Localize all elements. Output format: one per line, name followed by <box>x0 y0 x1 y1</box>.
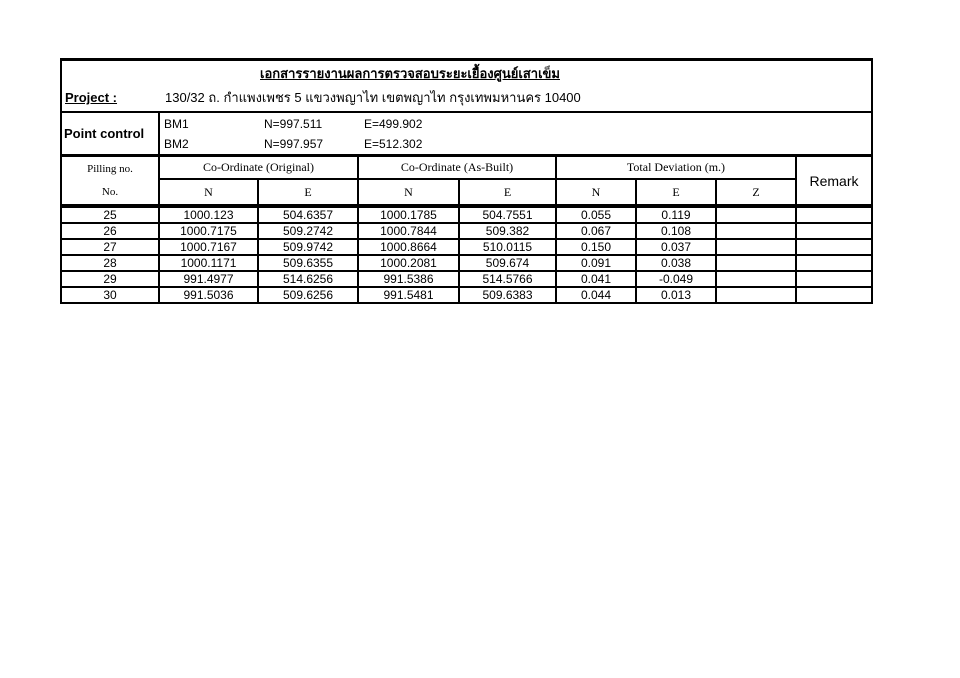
project-row <box>62 87 871 111</box>
cell-as-built-n: 1000.1785 <box>359 208 460 222</box>
cell-original-e: 509.6355 <box>259 256 359 270</box>
title-block <box>62 61 871 113</box>
cell-deviation-z <box>717 288 797 302</box>
cell-deviation-n: 0.067 <box>557 224 637 238</box>
subheader-original-e: E <box>259 180 359 204</box>
header-co-ordinate-original: Co-Ordinate (Original) <box>160 157 359 180</box>
cell-as-built-n: 991.5386 <box>359 272 460 286</box>
cell-as-built-n: 991.5481 <box>359 288 460 302</box>
cell-as-built-e: 514.5766 <box>460 272 557 286</box>
cell-pile-no: 25 <box>62 208 160 222</box>
project-address: 130/32 ถ. กำแพงเพชร 5 แขวงพญาไท เขตพญาไท กรุงเทพมหานคร 10400 <box>165 90 581 105</box>
cell-remark <box>797 240 871 254</box>
cell-deviation-n: 0.041 <box>557 272 637 286</box>
cell-as-built-n: 1000.8664 <box>359 240 460 254</box>
cell-deviation-n: 0.150 <box>557 240 637 254</box>
header-no-label: No. <box>101 186 119 199</box>
cell-as-built-n: 1000.7844 <box>359 224 460 238</box>
cell-original-e: 509.6256 <box>259 288 359 302</box>
report-title: เอกสารรายงานผลการตรวจสอบระยะเยื้องศูนย์เสาเข็ม <box>260 66 560 81</box>
cell-pile-no: 29 <box>62 272 160 286</box>
cell-remark <box>797 208 871 222</box>
cell-original-n: 1000.7167 <box>160 240 259 254</box>
cell-original-n: 991.4977 <box>160 272 259 286</box>
cell-deviation-n: 0.044 <box>557 288 637 302</box>
benchmark-easting: E=512.302 <box>364 137 423 151</box>
table-row <box>62 240 871 256</box>
cell-original-n: 1000.1171 <box>160 256 259 270</box>
cell-deviation-n: 0.055 <box>557 208 637 222</box>
cell-deviation-e: -0.049 <box>637 272 717 286</box>
cell-pile-no: 28 <box>62 256 160 270</box>
header-pilling-no-label: Pilling no. <box>87 162 133 175</box>
table-row <box>62 272 871 288</box>
cell-deviation-e: 0.119 <box>637 208 717 222</box>
cell-original-n: 1000.123 <box>160 208 259 222</box>
subheader-original-n: N <box>160 180 259 204</box>
cell-as-built-e: 504.7551 <box>460 208 557 222</box>
table-body <box>62 208 871 302</box>
subheader-as-built-n: N <box>359 180 460 204</box>
header-total-deviation: Total Deviation (m.) <box>557 157 797 180</box>
cell-original-e: 514.6256 <box>259 272 359 286</box>
cell-as-built-e: 509.674 <box>460 256 557 270</box>
cell-original-e: 509.9742 <box>259 240 359 254</box>
table-row <box>62 208 871 224</box>
header-pilling-no <box>62 157 160 204</box>
cell-deviation-e: 0.037 <box>637 240 717 254</box>
cell-deviation-z <box>717 272 797 286</box>
subheader-as-built-e: E <box>460 180 557 204</box>
benchmark-row <box>164 136 871 152</box>
benchmark-name: BM1 <box>164 117 189 131</box>
header-co-ordinate-as-built: Co-Ordinate (As-Built) <box>359 157 557 180</box>
table-row <box>62 224 871 240</box>
benchmark-row <box>164 116 871 132</box>
subheader-deviation-z: Z <box>717 180 797 204</box>
cell-as-built-e: 510.0115 <box>460 240 557 254</box>
cell-deviation-e: 0.108 <box>637 224 717 238</box>
title-line <box>62 61 758 83</box>
cell-as-built-e: 509.6383 <box>460 288 557 302</box>
benchmark-northing: N=997.957 <box>264 137 324 151</box>
benchmark-northing: N=997.511 <box>264 117 323 131</box>
cell-deviation-e: 0.038 <box>637 256 717 270</box>
cell-original-n: 1000.7175 <box>160 224 259 238</box>
cell-pile-no: 27 <box>62 240 160 254</box>
benchmark-name: BM2 <box>164 137 189 151</box>
table-header <box>62 157 871 208</box>
table-row <box>62 288 871 302</box>
cell-remark <box>797 224 871 238</box>
cell-as-built-n: 1000.2081 <box>359 256 460 270</box>
header-remark: Remark <box>809 172 859 189</box>
point-control-label: Point control <box>62 113 160 154</box>
cell-deviation-n: 0.091 <box>557 256 637 270</box>
cell-remark <box>797 256 871 270</box>
cell-remark <box>797 288 871 302</box>
subheader-deviation-n: N <box>557 180 637 204</box>
cell-original-e: 504.6357 <box>259 208 359 222</box>
cell-remark <box>797 272 871 286</box>
cell-deviation-z <box>717 224 797 238</box>
point-control-block <box>62 113 871 157</box>
cell-original-n: 991.5036 <box>160 288 259 302</box>
cell-deviation-e: 0.013 <box>637 288 717 302</box>
subheader-deviation-e: E <box>637 180 717 204</box>
cell-deviation-z <box>717 240 797 254</box>
cell-pile-no: 26 <box>62 224 160 238</box>
report-sheet <box>60 58 873 304</box>
cell-original-e: 509.2742 <box>259 224 359 238</box>
benchmark-easting: E=499.902 <box>364 117 423 131</box>
project-label: Project : <box>65 90 118 105</box>
cell-pile-no: 30 <box>62 288 160 302</box>
cell-deviation-z <box>717 208 797 222</box>
cell-as-built-e: 509.382 <box>460 224 557 238</box>
table-row <box>62 256 871 272</box>
cell-deviation-z <box>717 256 797 270</box>
benchmark-list <box>160 113 871 154</box>
